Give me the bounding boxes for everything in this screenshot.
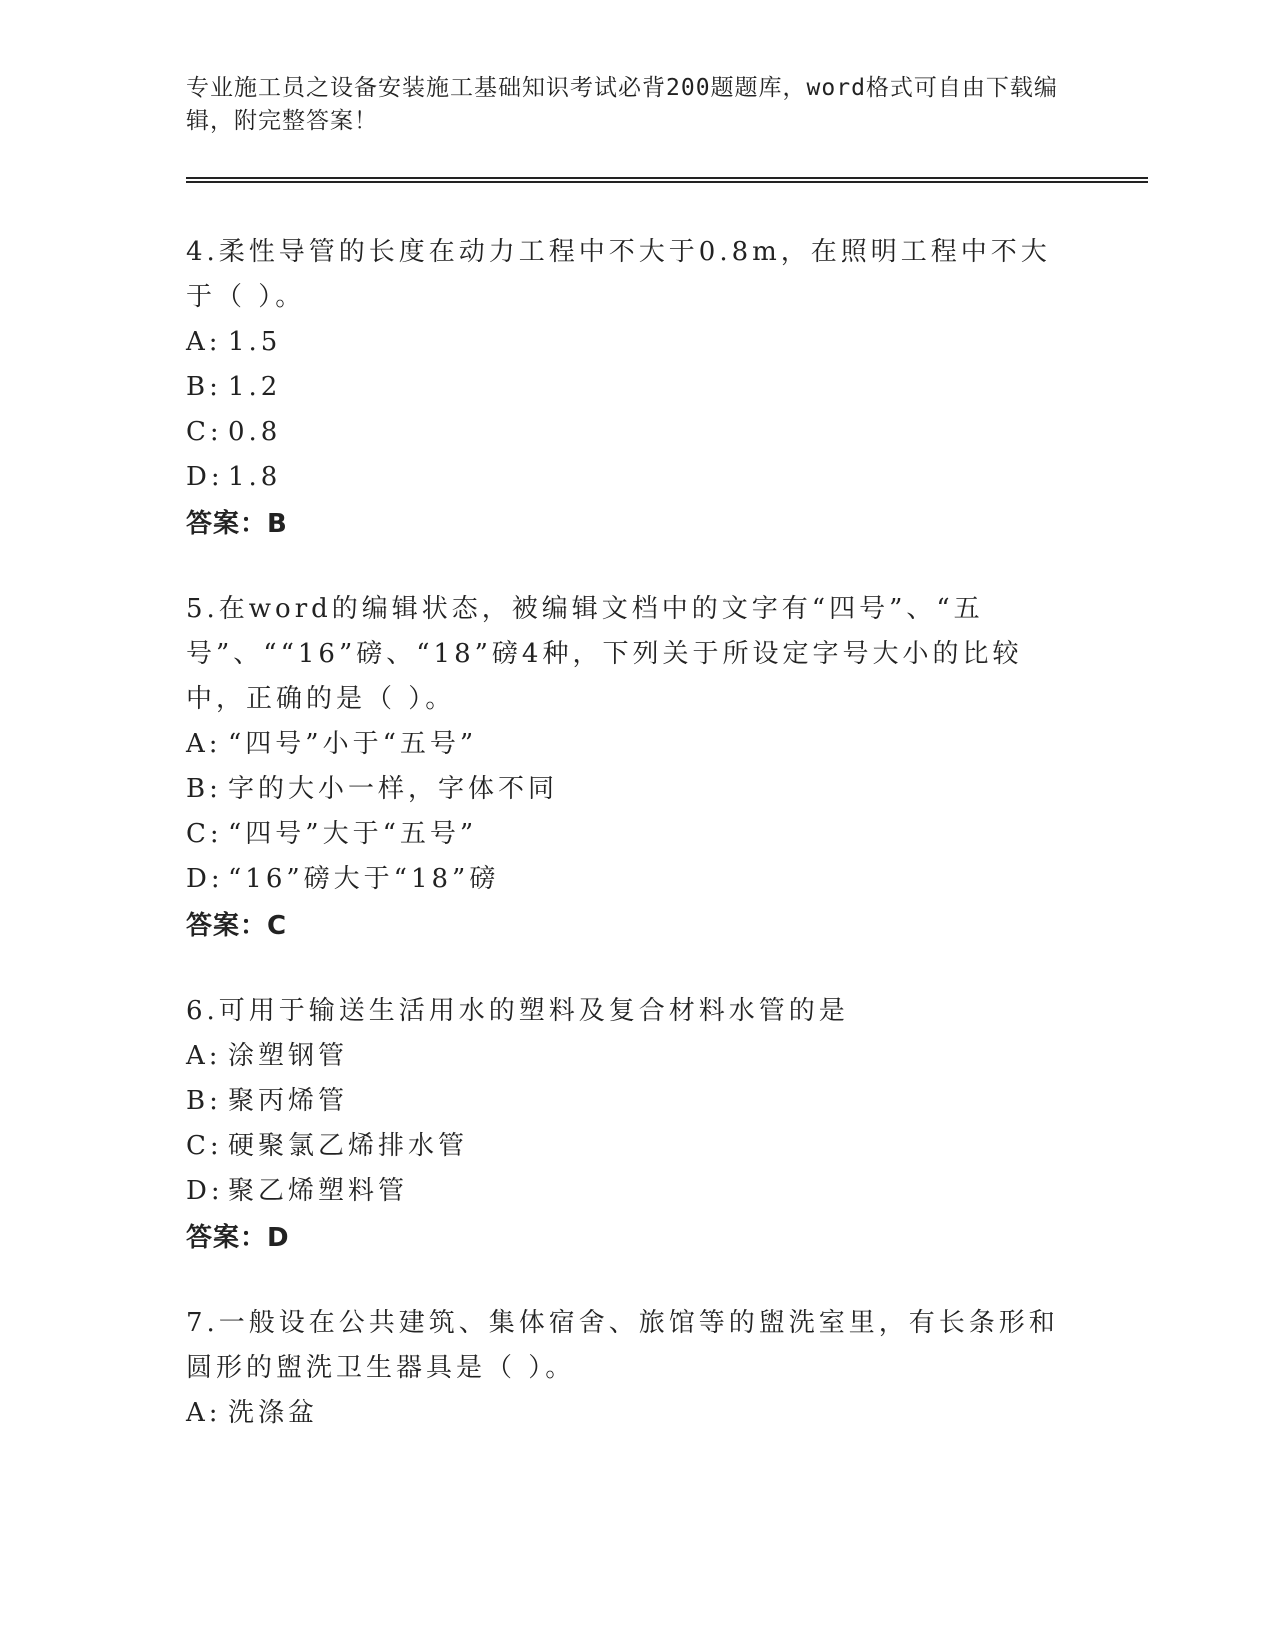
question-list	[186, 230, 1066, 1476]
option-c	[186, 812, 1066, 857]
question-stem: 4.柔性导管的长度在动力工程中不大于0.8m，在照明工程中不大于（ ）。	[186, 237, 1051, 312]
option-letter: B:	[186, 774, 222, 804]
option-letter: D:	[186, 1176, 224, 1206]
option-letter: A:	[186, 729, 222, 759]
document-header: 专业施工员之设备安装施工基础知识考试必背200题题库，word格式可自由下载编辑，附完整答案！	[186, 75, 1058, 134]
option-letter: C:	[186, 1131, 223, 1161]
option-text: 1.2	[228, 372, 282, 402]
question-stem: 6.可用于输送生活用水的塑料及复合材料水管的是	[186, 996, 849, 1026]
question-stem: 7.一般设在公共建筑、集体宿舍、旅馆等的盥洗室里，有长条形和圆形的盥洗卫生器具是（ ）。	[186, 1308, 1059, 1383]
option-letter: D:	[186, 864, 224, 894]
question-7	[186, 1301, 1066, 1436]
option-text: 硬聚氯乙烯排水管	[228, 1131, 469, 1161]
option-text: 洗涤盆	[228, 1398, 319, 1428]
option-a	[186, 320, 1066, 365]
option-text: 1.8	[228, 462, 282, 492]
question-4	[186, 230, 1066, 547]
question-5	[186, 587, 1066, 949]
option-d	[186, 1169, 1066, 1214]
option-a	[186, 1034, 1066, 1079]
option-text: “四号”小于“五号”	[228, 729, 478, 759]
option-letter: A:	[186, 1041, 222, 1071]
option-text: 0.8	[228, 417, 282, 447]
option-b	[186, 767, 1066, 812]
option-text: 字的大小一样，字体不同	[228, 774, 559, 804]
option-letter: A:	[186, 1398, 222, 1428]
option-text: 涂塑钢管	[228, 1041, 349, 1071]
option-text: 1.5	[228, 327, 282, 357]
header-divider	[186, 177, 1148, 183]
option-c	[186, 410, 1066, 455]
option-text: 聚乙烯塑料管	[228, 1176, 409, 1206]
option-a	[186, 1391, 1066, 1436]
option-a	[186, 722, 1066, 767]
option-text: 聚丙烯管	[228, 1086, 349, 1116]
option-text: “四号”大于“五号”	[228, 819, 478, 849]
answer-label: 答案：C	[186, 911, 288, 941]
option-d	[186, 857, 1066, 902]
option-letter: B:	[186, 372, 222, 402]
option-c	[186, 1124, 1066, 1169]
option-letter: D:	[186, 462, 224, 492]
option-b	[186, 1079, 1066, 1124]
option-text: “16”磅大于“18”磅	[228, 864, 500, 894]
option-b	[186, 365, 1066, 410]
answer-label: 答案：D	[186, 1223, 290, 1253]
option-letter: C:	[186, 417, 223, 447]
option-letter: B:	[186, 1086, 222, 1116]
option-letter: C:	[186, 819, 223, 849]
option-letter: A:	[186, 327, 222, 357]
question-6	[186, 989, 1066, 1261]
option-d	[186, 455, 1066, 500]
question-stem: 5.在word的编辑状态，被编辑文档中的文字有“四号”、“五号”、““16”磅、“18”磅4种，下列关于所设定字号大小的比较中，正确的是（ ）。	[186, 594, 1023, 714]
answer-label: 答案：B	[186, 509, 288, 539]
